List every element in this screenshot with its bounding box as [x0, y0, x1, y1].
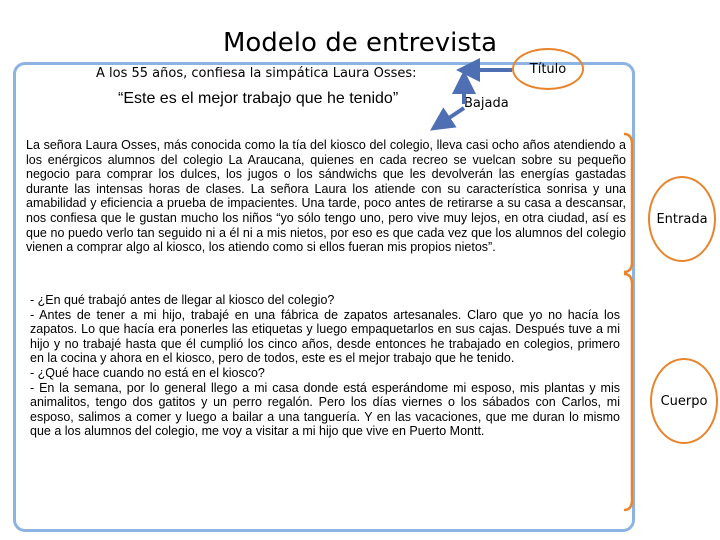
answer-1: - Antes de tener a mi hijo, trabajé en una fábrica de zapatos artesanales. Claro que yo no hacía los zapatos. Lo que hacía era ponerles las etiquetas y luego empaquetarlos en sus cajas. Después tuve a mi hijo y no trabajé hasta que él cumplió los cinco años, desde entonces he trabajado en colegios, primero en la cocina y ahora en el kiosco, pero de todos, este es el mejor trabajo que he tenido.: [30, 307, 620, 366]
label-cuerpo-text: Cuerpo: [660, 393, 708, 409]
interview-quote: “Este es el mejor trabajo que he tenido”: [118, 90, 399, 107]
label-entrada-text: Entrada: [656, 211, 708, 227]
cuerpo-bracket-icon: [624, 274, 632, 510]
page-title: Modelo de entrevista: [222, 28, 498, 58]
arrow-bajada-left-icon: [440, 108, 464, 124]
question-2: - ¿Qué hace cuando no está en el kiosco?: [30, 365, 265, 380]
label-titulo-text: Título: [529, 61, 567, 77]
entrada-bracket-icon: [624, 134, 632, 272]
label-bajada: Bajada: [464, 96, 509, 111]
question-1: - ¿En qué trabajó antes de llegar al kiosco del colegio?: [30, 293, 335, 307]
interview-headline: A los 55 años, confiesa la simpática Laura Osses:: [96, 66, 417, 81]
answer-2: - En la semana, por lo general llego a mi casa donde está esperándome mi esposo, mis plantas y mis animalitos, tengo dos gatitos y un perro regalón. Pero los días viernes o los sábados con Carlos, mi esposo, salimos a comer y luego a bailar a una tanguería. Y en las vacaciones, que me duran lo mismo que a los alumnos del colegio, me voy a visitar a mi hijo que vive en Puerto Montt.: [30, 380, 620, 439]
entrada-paragraph: La señora Laura Osses, más conocida como la tía del kiosco del colegio, lleva casi ocho años atendiendo a los enérgicos alumnos del colegio La Araucana, quienes en cada recreo se vuelcan sobre su pequeño negocio para comprar los dulces, los jugos o los sándwichs que les devolverán las energías gastadas durante las intensas horas de clases. La señora Laura los atiende con su característica sonrisa y una amabilidad y eficiencia a prueba de impacientes. Una tarde, poco antes de retirarse a su casa a descansar, nos confiesa que le gustan mucho los niños “yo sólo tengo uno, pero vive muy lejos, en otra ciudad, así es que no puedo verlo tan seguido ni a él ni a mis nietos, por eso es que cada vez que los alumnos del colegio vienen a comprar algo al kiosco, los atiendo como si ellos fueran mis propios nietos”.: [26, 138, 626, 255]
